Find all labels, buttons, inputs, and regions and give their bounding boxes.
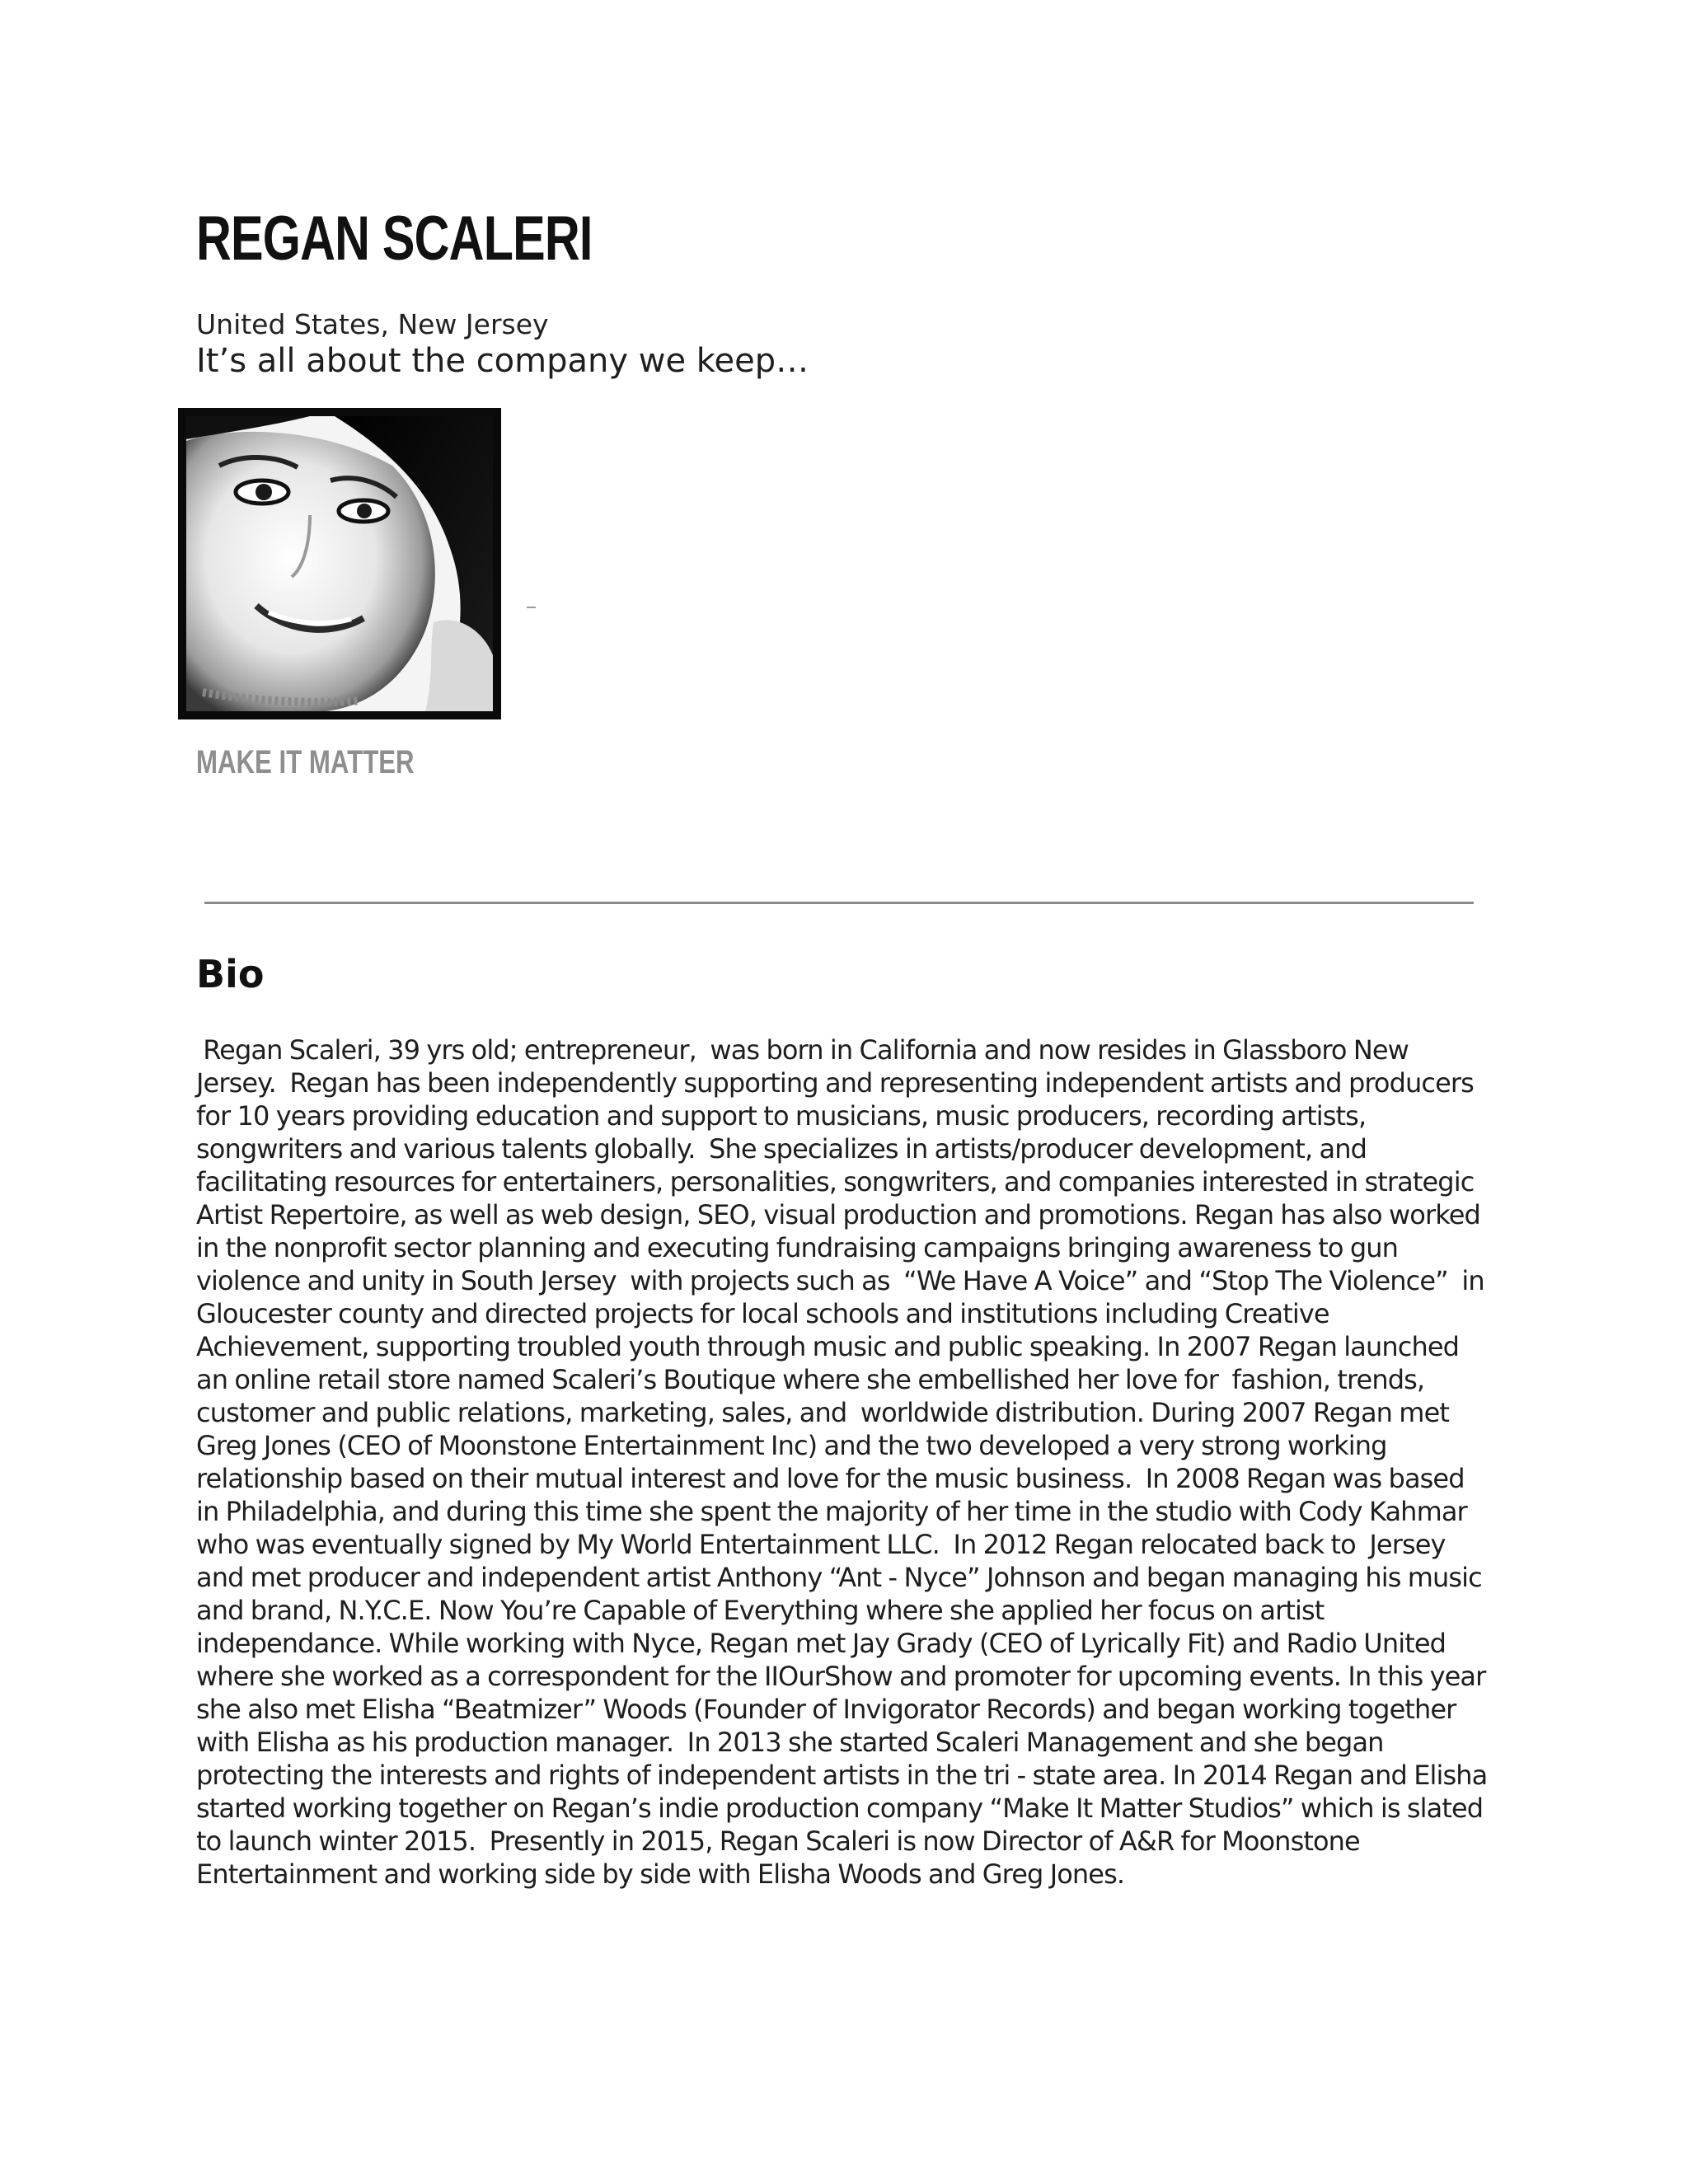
profile-tagline: It’s all about the company we keep… bbox=[196, 342, 809, 380]
bio-paragraph: Regan Scaleri, 39 yrs old; entrepreneur, was born in California and now resides in Glassboro New Jersey. Regan has been independently supporting and representing independent artists and producers for 10 years providing education and support to musicians, music producers, recording artists, songwriters and various talents globally. She specializes in artists/producer development, and facilitating resources for entertainers, personalities, songwriters, and companies interested in strategic Artist Repertoire, as well as web design, SEO, visual production and promotions. Regan has also worked in the nonprofit sector planning and executing fundraising campaigns bringing awareness to gun violence and unity in South Jersey with projects such as “We Have A Voice” and “Stop The Violence” in Gloucester county and directed projects for local schools and institutions including Creative Achievement, supporting troubled youth through music and public speaking. In 2007 Regan launched an online retail store named Scaleri’s Boutique where she embellished her love for fashion, trends, customer and public relations, marketing, sales, and worldwide distribution. During 2007 Regan met Greg Jones (CEO of Moonstone Entertainment Inc) and the two developed a very strong working relationship based on their mutual interest and love for the music business. In 2008 Regan was based in Philadelphia, and during this time she spent the majority of her time in the studio with Cody Kahmar who was eventually signed by My World Entertainment LLC. In 2012 Regan relocated back to Jersey and met producer and independent artist Anthony “Ant - Nyce” Johnson and began managing his music and brand, N.Y.C.E. Now You’re Capable of Everything where she applied her focus on artist independance. While working with Nyce, Regan met Jay Grady (CEO of Lyrically Fit) and Radio United where she worked as a correspondent for the IIOurShow and promoter for upcoming events. In this year she also met Elisha “Beatmizer” Woods (Founder of Invigorator Records) and began working together with Elisha as his production manager. In 2013 she started Scaleri Management and she began protecting the interests and rights of independent artists in the tri - state area. In 2014 Regan and Elisha started working together on Regan’s indie production company “Make It Matter Studios” which is slated to launch winter 2015. Presently in 2015, Regan Scaleri is now Director of A&R for Moonstone Entertainment and working side by side with Elisha Woods and Greg Jones. bbox=[196, 1034, 1494, 1890]
section-divider bbox=[204, 902, 1474, 904]
profile-name: REGAN SCALERI bbox=[196, 204, 593, 274]
profile-photo bbox=[178, 408, 501, 719]
profile-location: United States, New Jersey bbox=[196, 308, 549, 340]
small-dash-mark bbox=[527, 607, 536, 608]
bio-heading: Bio bbox=[196, 952, 265, 996]
motto-heading: MAKE IT MATTER bbox=[196, 744, 415, 780]
portrait-image bbox=[186, 416, 493, 711]
